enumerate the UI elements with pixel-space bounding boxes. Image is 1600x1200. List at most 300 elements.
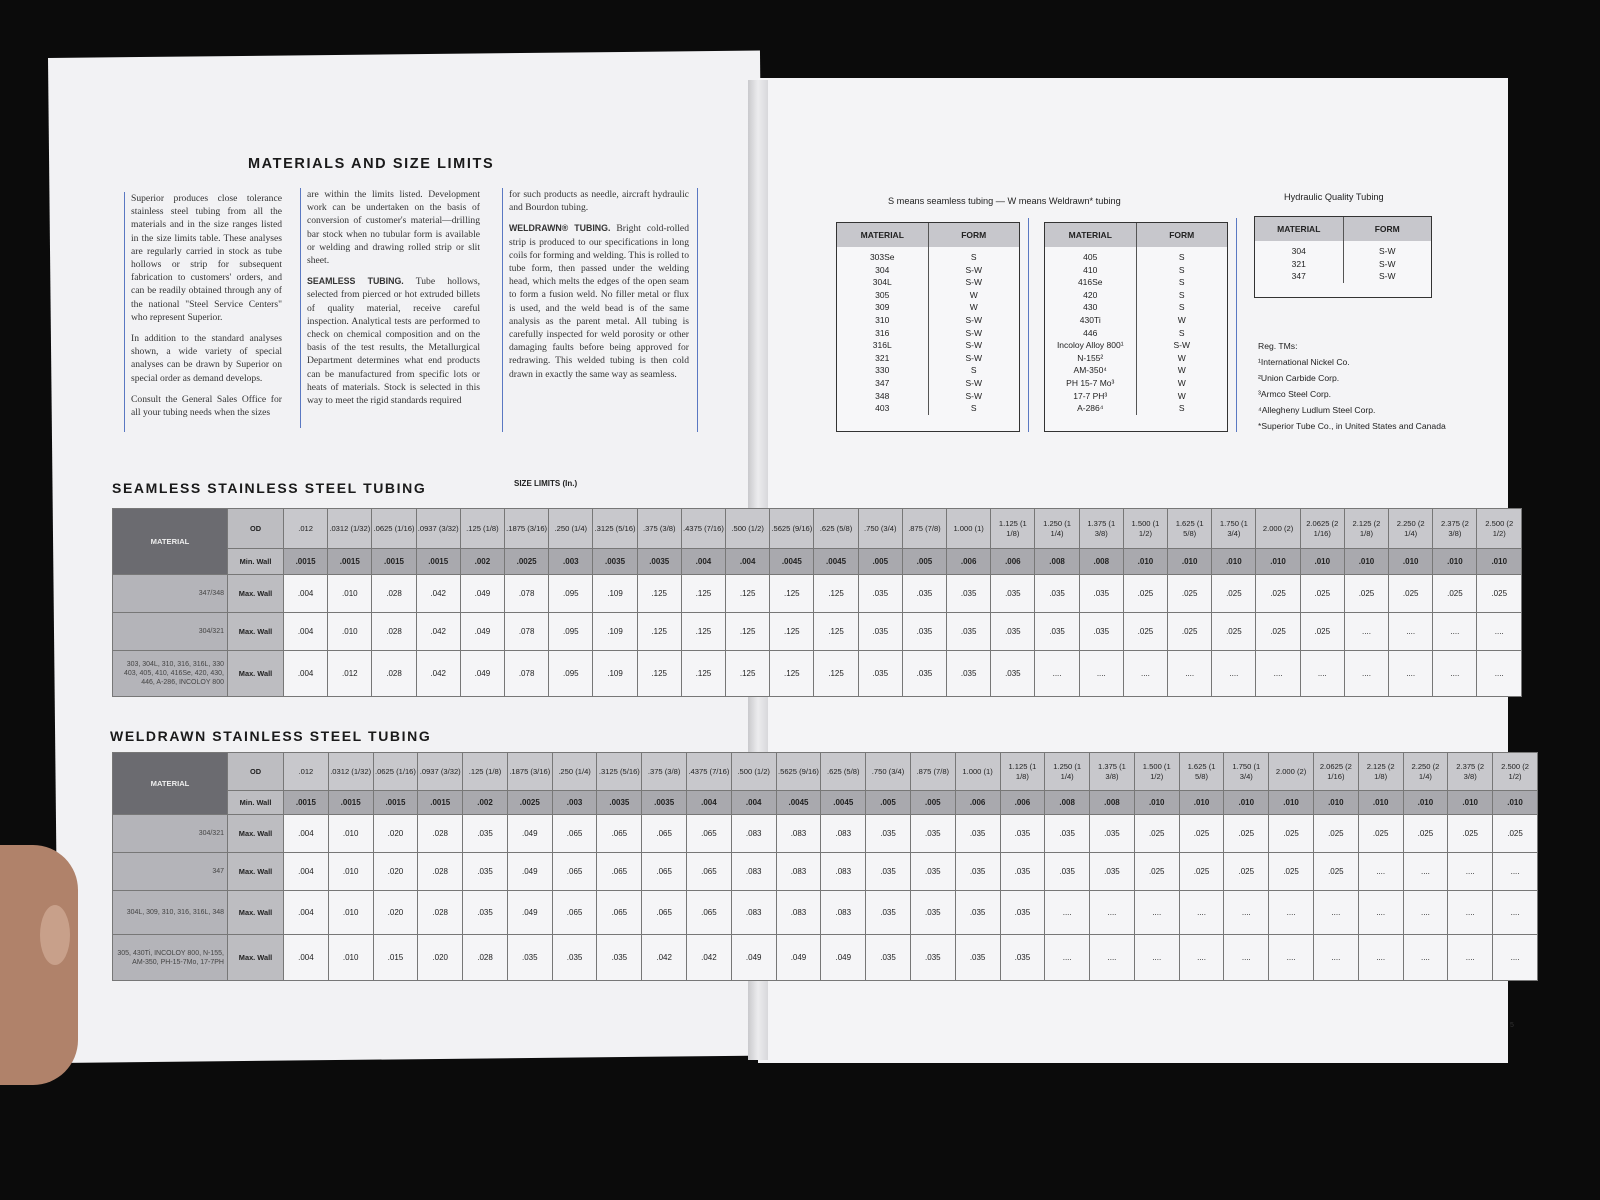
material-column — [1255, 241, 1344, 283]
max-wall-cell: .035 — [858, 651, 902, 697]
max-wall-cell: .035 — [955, 891, 1000, 935]
max-wall-cell: .004 — [284, 613, 328, 651]
size-header: 1.625 (1 5/8) — [1168, 509, 1212, 549]
max-wall-cell: .... — [1090, 891, 1135, 935]
page-number: 5 — [1510, 1022, 1514, 1029]
size-header: .0312 (1/32) — [328, 753, 373, 791]
weldrawn-text: Bright cold-rolled strip is produced to our specifications in long coils for forming and welding. This is rolled to tube form, then passed under the welding head, which melts the edges of the open seam to form a fusion weld. No filler metal or flux is used, and the weld bead is of the same analysis as the parent metal. All tubing is carefully inspected for weld porosity or other damaging faults before being approved for redrawing. This welded tubing is then cold drawn in exactly the same way as seamless. — [509, 223, 689, 380]
max-wall-label: Max. Wall — [228, 853, 284, 891]
max-wall-cell: .035 — [866, 935, 911, 981]
max-wall-cell: .... — [1079, 651, 1123, 697]
min-wall-cell: .0015 — [328, 791, 373, 815]
form-entry: S — [1178, 289, 1185, 300]
max-wall-cell: .049 — [507, 891, 552, 935]
max-wall-cell: .083 — [821, 891, 866, 935]
max-wall-cell: .004 — [284, 575, 328, 613]
material-entry: 304 — [875, 264, 890, 275]
max-wall-cell: .109 — [593, 651, 637, 697]
form-legend: S means seamless tubing — W means Weldrawn* tubing — [888, 196, 1121, 206]
material-entry: 430Ti — [1079, 314, 1101, 325]
min-wall-cell: .010 — [1123, 549, 1167, 575]
material-entry: N-155² — [1077, 352, 1104, 363]
material-entry: AM-350⁴ — [1073, 365, 1107, 376]
max-wall-cell: .035 — [955, 935, 1000, 981]
material-entry: Incoloy Alloy 800¹ — [1056, 340, 1124, 351]
material-cell: 347/348 — [113, 575, 228, 613]
max-wall-cell: .035 — [1000, 853, 1045, 891]
intro-paragraph: Consult the General Sales Office for all your tubing needs when the sizes — [131, 393, 282, 419]
form-entry: S-W — [965, 314, 983, 325]
max-wall-cell: .025 — [1344, 575, 1388, 613]
max-wall-cell: .025 — [1123, 613, 1167, 651]
trademark-line: ³Armco Steel Corp. — [1258, 389, 1332, 399]
min-wall-cell: .0045 — [770, 549, 814, 575]
min-wall-cell: .006 — [991, 549, 1035, 575]
max-wall-cell: .049 — [507, 815, 552, 853]
max-wall-cell: .035 — [1079, 613, 1123, 651]
max-wall-cell: .025 — [1224, 815, 1269, 853]
min-wall-cell: .010 — [1313, 791, 1358, 815]
form-entry: S — [1178, 403, 1185, 414]
size-header: 2.500 (2 1/2) — [1493, 753, 1538, 791]
form-column — [1344, 241, 1432, 283]
min-wall-cell: .006 — [947, 549, 991, 575]
size-header: .0312 (1/32) — [328, 509, 372, 549]
material-entry: 416Se — [1077, 277, 1103, 288]
min-wall-row — [113, 791, 1538, 815]
min-wall-cell: .0015 — [328, 549, 372, 575]
size-header: .375 (3/8) — [637, 509, 681, 549]
size-header: .1875 (3/16) — [505, 509, 549, 549]
max-wall-cell: .010 — [328, 935, 373, 981]
size-header: .5625 (9/16) — [776, 753, 821, 791]
size-header: 1.750 (1 3/4) — [1212, 509, 1256, 549]
table-row — [113, 815, 1538, 853]
size-header: 1.500 (1 1/2) — [1134, 753, 1179, 791]
min-wall-cell: .0035 — [593, 549, 637, 575]
min-wall-cell: .010 — [1403, 791, 1448, 815]
material-header: MATERIAL — [113, 509, 228, 575]
min-wall-cell: .0025 — [505, 549, 549, 575]
material-entry: 309 — [875, 302, 890, 313]
min-wall-cell: .005 — [902, 549, 946, 575]
max-wall-cell: .035 — [858, 613, 902, 651]
max-wall-cell: .020 — [373, 891, 418, 935]
form-entry: W — [969, 302, 978, 313]
max-wall-cell: .125 — [681, 575, 725, 613]
table-row — [113, 853, 1538, 891]
size-header: 2.000 (2) — [1256, 509, 1300, 549]
size-header: 2.0625 (2 1/16) — [1300, 509, 1344, 549]
min-wall-cell: .004 — [731, 791, 776, 815]
size-header: 1.375 (1 3/8) — [1079, 509, 1123, 549]
form-entry: S — [970, 252, 977, 262]
max-wall-cell: .... — [1134, 891, 1179, 935]
min-wall-cell: .008 — [1045, 791, 1090, 815]
min-wall-row — [113, 549, 1522, 575]
max-wall-cell: .065 — [552, 853, 597, 891]
max-wall-cell: .025 — [1179, 853, 1224, 891]
size-header: .250 (1/4) — [552, 753, 597, 791]
size-header: .0937 (3/32) — [416, 509, 460, 549]
min-wall-label: Min. Wall — [228, 549, 284, 575]
max-wall-cell: .035 — [1035, 575, 1079, 613]
max-wall-cell: .035 — [866, 891, 911, 935]
max-wall-cell: .... — [1477, 651, 1522, 697]
max-wall-label: Max. Wall — [228, 651, 284, 697]
max-wall-cell: .... — [1493, 891, 1538, 935]
size-header: .375 (3/8) — [642, 753, 687, 791]
form-column — [1137, 247, 1228, 415]
max-wall-cell: .... — [1045, 935, 1090, 981]
weldrawn-heading: WELDRAWN® TUBING. — [509, 223, 611, 234]
max-wall-cell: .065 — [597, 853, 642, 891]
size-header: .012 — [284, 753, 329, 791]
max-wall-cell: .028 — [372, 575, 416, 613]
max-wall-cell: .... — [1090, 935, 1135, 981]
seamless-paragraph — [307, 275, 480, 407]
max-wall-cell: .035 — [991, 651, 1035, 697]
max-wall-cell: .... — [1433, 651, 1477, 697]
max-wall-cell: .... — [1448, 891, 1493, 935]
max-wall-cell: .065 — [642, 815, 687, 853]
max-wall-cell: .035 — [1090, 853, 1135, 891]
max-wall-cell: .035 — [1045, 815, 1090, 853]
size-header: 2.0625 (2 1/16) — [1313, 753, 1358, 791]
max-wall-cell: .035 — [463, 815, 508, 853]
intro-paragraph: In addition to the standard analyses shown, a wide variety of special analyses can be drawn by Superior on special order as demand develops. — [131, 333, 282, 384]
max-wall-cell: .035 — [947, 613, 991, 651]
max-wall-cell: .025 — [1433, 575, 1477, 613]
max-wall-cell: .... — [1493, 853, 1538, 891]
seamless-text: Tube hollows, selected from pierced or hot extruded billets of quality material, receive careful inspection. Analytical tests are performed to check on chemical composition and on the basis of the test results, the Metallurgical Department determines what end products can be manufactured from specific lots or heats of materials. Stock is selected in this way to meet the rigid standards required — [307, 276, 481, 407]
max-wall-cell: .042 — [416, 575, 460, 613]
form-entry: S — [1178, 264, 1185, 275]
material-cell: 347 — [113, 853, 228, 891]
max-wall-cell: .095 — [549, 651, 593, 697]
form-entry: S-W — [1378, 271, 1396, 282]
max-wall-cell: .125 — [637, 613, 681, 651]
max-wall-cell: .004 — [284, 651, 328, 697]
max-wall-cell: .125 — [770, 651, 814, 697]
min-wall-cell: .004 — [687, 791, 732, 815]
max-wall-cell: .065 — [687, 815, 732, 853]
max-wall-cell: .065 — [552, 891, 597, 935]
max-wall-cell: .... — [1477, 613, 1522, 651]
form-entry: S — [970, 403, 977, 414]
max-wall-cell: .065 — [597, 891, 642, 935]
max-wall-cell: .125 — [770, 575, 814, 613]
max-wall-cell: .025 — [1168, 613, 1212, 651]
intro-column-2 — [300, 188, 480, 428]
max-wall-cell: .025 — [1448, 815, 1493, 853]
form-entry: S — [970, 365, 977, 376]
material-cell: 303, 304L, 310, 316, 316L, 330 403, 405, 410, 416Se, 420, 430, 446, A-286, INCOLOY 800 — [113, 651, 228, 697]
min-wall-cell: .008 — [1035, 549, 1079, 575]
max-wall-label: Max. Wall — [228, 575, 284, 613]
weldrawn-size-table — [112, 752, 1538, 981]
size-header: 2.125 (2 1/8) — [1344, 509, 1388, 549]
min-wall-cell: .010 — [1269, 791, 1314, 815]
max-wall-cell: .125 — [814, 575, 858, 613]
od-row — [113, 509, 1522, 549]
max-wall-cell: .025 — [1179, 815, 1224, 853]
size-header: 2.375 (2 3/8) — [1448, 753, 1493, 791]
max-wall-cell: .035 — [507, 935, 552, 981]
form-table-2 — [1044, 222, 1228, 432]
form-entry: W — [1177, 377, 1186, 388]
max-wall-cell: .... — [1403, 853, 1448, 891]
max-wall-cell: .010 — [328, 891, 373, 935]
max-wall-cell: .... — [1300, 651, 1344, 697]
max-wall-cell: .065 — [552, 815, 597, 853]
hand — [0, 845, 78, 1085]
max-wall-cell: .010 — [328, 613, 372, 651]
max-wall-label: Max. Wall — [228, 613, 284, 651]
max-wall-cell: .125 — [726, 613, 770, 651]
max-wall-cell: .095 — [549, 575, 593, 613]
material-entry: 316 — [875, 327, 890, 338]
max-wall-cell: .025 — [1224, 853, 1269, 891]
max-wall-cell: .095 — [549, 613, 593, 651]
size-header: 2.250 (2 1/4) — [1389, 509, 1433, 549]
max-wall-cell: .109 — [593, 575, 637, 613]
max-wall-cell: .035 — [910, 853, 955, 891]
size-header: 2.375 (2 3/8) — [1433, 509, 1477, 549]
size-header: .500 (1/2) — [731, 753, 776, 791]
min-wall-cell: .010 — [1300, 549, 1344, 575]
max-wall-cell: .035 — [1035, 613, 1079, 651]
min-wall-cell: .006 — [955, 791, 1000, 815]
max-wall-cell: .012 — [328, 651, 372, 697]
hydraulic-quality-table — [1254, 216, 1432, 298]
max-wall-cell: .078 — [505, 651, 549, 697]
max-wall-cell: .035 — [955, 815, 1000, 853]
max-wall-cell: .025 — [1477, 575, 1522, 613]
max-wall-cell: .004 — [284, 935, 329, 981]
form-entry: S — [1178, 302, 1185, 313]
min-wall-cell: .0015 — [284, 549, 328, 575]
material-cell: 304/321 — [113, 613, 228, 651]
od-label: OD — [228, 753, 284, 791]
material-column — [1045, 247, 1137, 415]
material-entry: 420 — [1083, 289, 1098, 300]
max-wall-cell: .... — [1045, 891, 1090, 935]
size-header: .750 (3/4) — [858, 509, 902, 549]
size-header: .625 (5/8) — [814, 509, 858, 549]
max-wall-cell: .020 — [373, 815, 418, 853]
max-wall-cell: .049 — [731, 935, 776, 981]
max-wall-cell: .035 — [991, 613, 1035, 651]
table-row — [113, 935, 1538, 981]
max-wall-cell: .035 — [1000, 891, 1045, 935]
max-wall-cell: .083 — [731, 815, 776, 853]
material-header: MATERIAL — [1045, 223, 1137, 247]
max-wall-cell: .083 — [821, 815, 866, 853]
min-wall-cell: .0035 — [642, 791, 687, 815]
max-wall-label: Max. Wall — [228, 935, 284, 981]
material-entry: 310 — [875, 314, 890, 325]
max-wall-cell: .... — [1224, 891, 1269, 935]
min-wall-cell: .0015 — [418, 791, 463, 815]
min-wall-cell: .006 — [1000, 791, 1045, 815]
size-header: .0625 (1/16) — [372, 509, 416, 549]
form-entry: W — [1177, 352, 1186, 363]
max-wall-cell: .010 — [328, 575, 372, 613]
form-entry: W — [1177, 314, 1186, 325]
max-wall-cell: .028 — [418, 891, 463, 935]
trademark-line: ⁴Allegheny Ludlum Steel Corp. — [1258, 405, 1376, 415]
max-wall-cell: .083 — [821, 853, 866, 891]
material-column — [837, 247, 929, 415]
max-wall-cell: .035 — [1000, 935, 1045, 981]
intro-paragraph: are within the limits listed. Development work can be undertaken on the basis of conversion of customer's material—drilling bar stock when no tubular form is available or welding and drawing rolled strip or slit sheet. — [307, 189, 480, 267]
min-wall-cell: .002 — [463, 791, 508, 815]
max-wall-cell: .010 — [328, 853, 373, 891]
size-header: .4375 (7/16) — [681, 509, 725, 549]
material-entry: 430 — [1083, 302, 1098, 313]
max-wall-cell: .035 — [858, 575, 902, 613]
size-header: 1.250 (1 1/4) — [1035, 509, 1079, 549]
max-wall-cell: .035 — [597, 935, 642, 981]
size-header: .5625 (9/16) — [770, 509, 814, 549]
max-wall-cell: .025 — [1493, 815, 1538, 853]
size-header: .625 (5/8) — [821, 753, 866, 791]
max-wall-cell: .... — [1313, 891, 1358, 935]
max-wall-cell: .049 — [821, 935, 866, 981]
min-wall-cell: .010 — [1224, 791, 1269, 815]
weldrawn-section-title: WELDRAWN STAINLESS STEEL TUBING — [110, 728, 432, 744]
min-wall-cell: .003 — [549, 549, 593, 575]
min-wall-cell: .010 — [1433, 549, 1477, 575]
table-row — [113, 575, 1522, 613]
material-entry: 17-7 PH³ — [1073, 390, 1108, 401]
max-wall-cell: .... — [1179, 935, 1224, 981]
size-header: .125 (1/8) — [460, 509, 504, 549]
max-wall-cell: .049 — [776, 935, 821, 981]
min-wall-cell: .005 — [858, 549, 902, 575]
size-header: 1.625 (1 5/8) — [1179, 753, 1224, 791]
max-wall-cell: .020 — [418, 935, 463, 981]
max-wall-cell: .049 — [460, 613, 504, 651]
max-wall-cell: .... — [1448, 853, 1493, 891]
max-wall-cell: .035 — [1000, 815, 1045, 853]
form-entry: S-W — [965, 377, 983, 388]
max-wall-cell: .025 — [1134, 815, 1179, 853]
material-entry: 304 — [1291, 246, 1306, 256]
max-wall-cell: .083 — [776, 891, 821, 935]
max-wall-cell: .042 — [642, 935, 687, 981]
max-wall-cell: .004 — [284, 891, 329, 935]
form-entry: S-W — [1378, 258, 1396, 269]
size-header: .875 (7/8) — [910, 753, 955, 791]
material-entry: 405 — [1083, 252, 1098, 262]
min-wall-cell: .010 — [1493, 791, 1538, 815]
weldrawn-paragraph — [509, 222, 689, 380]
max-wall-cell: .025 — [1212, 575, 1256, 613]
min-wall-cell: .0035 — [637, 549, 681, 575]
size-header: .3125 (5/16) — [597, 753, 642, 791]
max-wall-cell: .065 — [642, 853, 687, 891]
max-wall-cell: .015 — [373, 935, 418, 981]
max-wall-cell: .035 — [947, 651, 991, 697]
max-wall-cell: .065 — [597, 815, 642, 853]
max-wall-cell: .083 — [731, 853, 776, 891]
max-wall-cell: .004 — [284, 815, 329, 853]
size-header: 1.500 (1 1/2) — [1123, 509, 1167, 549]
size-header: .3125 (5/16) — [593, 509, 637, 549]
max-wall-cell: .083 — [776, 815, 821, 853]
seamless-section-title: SEAMLESS STAINLESS STEEL TUBING — [112, 480, 427, 496]
size-header: .875 (7/8) — [902, 509, 946, 549]
max-wall-cell: .... — [1493, 935, 1538, 981]
min-wall-cell: .004 — [726, 549, 770, 575]
min-wall-cell: .010 — [1448, 791, 1493, 815]
max-wall-cell: .025 — [1300, 613, 1344, 651]
max-wall-cell: .004 — [284, 853, 329, 891]
form-entry: W — [1177, 390, 1186, 401]
form-entry: S — [1178, 327, 1185, 338]
max-wall-cell: .078 — [505, 613, 549, 651]
material-header: MATERIAL — [113, 753, 228, 815]
max-wall-cell: .125 — [814, 613, 858, 651]
size-header: 2.000 (2) — [1269, 753, 1314, 791]
material-entry: 348 — [875, 390, 890, 401]
max-wall-cell: .025 — [1256, 613, 1300, 651]
min-wall-cell: .0015 — [416, 549, 460, 575]
max-wall-cell: .... — [1035, 651, 1079, 697]
max-wall-cell: .125 — [637, 651, 681, 697]
material-entry: 303Se — [869, 252, 895, 262]
max-wall-cell: .028 — [463, 935, 508, 981]
max-wall-label: Max. Wall — [228, 891, 284, 935]
max-wall-cell: .125 — [726, 575, 770, 613]
material-entry: 403 — [875, 403, 890, 414]
form-header: FORM — [1374, 224, 1400, 234]
max-wall-cell: .... — [1168, 651, 1212, 697]
size-header: 1.000 (1) — [955, 753, 1000, 791]
max-wall-cell: .083 — [731, 891, 776, 935]
form-entry: S — [1178, 277, 1185, 288]
max-wall-cell: .035 — [910, 815, 955, 853]
form-entry: W — [1177, 365, 1186, 376]
max-wall-cell: .028 — [418, 815, 463, 853]
max-wall-cell: .025 — [1269, 815, 1314, 853]
min-wall-cell: .0045 — [776, 791, 821, 815]
size-header: .125 (1/8) — [463, 753, 508, 791]
min-wall-cell: .010 — [1256, 549, 1300, 575]
min-wall-cell: .0015 — [373, 791, 418, 815]
max-wall-cell: .035 — [463, 853, 508, 891]
max-wall-cell: .035 — [902, 613, 946, 651]
form-entry: W — [969, 289, 978, 300]
min-wall-cell: .010 — [1358, 791, 1403, 815]
max-wall-cell: .025 — [1313, 815, 1358, 853]
max-wall-cell: .... — [1269, 935, 1314, 981]
min-wall-label: Min. Wall — [228, 791, 284, 815]
max-wall-cell: .... — [1179, 891, 1224, 935]
max-wall-cell: .025 — [1269, 853, 1314, 891]
material-header: MATERIAL — [837, 223, 929, 247]
size-header: 1.250 (1 1/4) — [1045, 753, 1090, 791]
form-entry: S-W — [965, 327, 983, 338]
intro-paragraph: Superior produces close tolerance stainless steel tubing from all the materials and in the size ranges listed in the size limits table. These analyses are regularly carried in stock as tube hollows or strip for subsequent fabrication to customers' orders, and can be readily obtained through any of the national "Steel Service Centers" who represent Superior. — [131, 193, 282, 323]
max-wall-cell: .... — [1448, 935, 1493, 981]
size-header: 2.250 (2 1/4) — [1403, 753, 1448, 791]
max-wall-cell: .035 — [1045, 853, 1090, 891]
min-wall-cell: .010 — [1389, 549, 1433, 575]
material-header: MATERIAL — [1255, 217, 1344, 241]
